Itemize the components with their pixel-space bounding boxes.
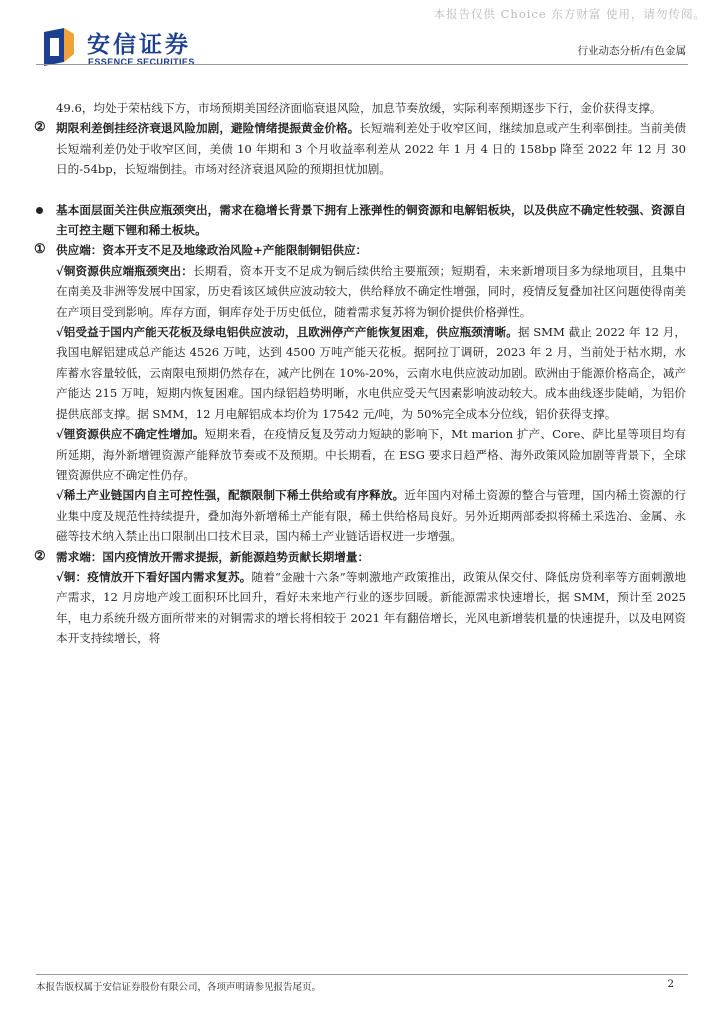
subpoint-text: 长期看，资本开支不足成为铜后续供给主要瓶颈；短期看，未来新增项目多为绿地项目，且集中在南美及非洲等发展中国家，历史看该区域供应波动较大，供给释放不确定性增强，同时，疫情反复叠加社区问题使得南美在产项目受到影响。库存方面，铜库存处于历史低位，随着需求复苏将为铜价提供价格弹性。 <box>56 263 686 319</box>
logo-mark-icon <box>40 28 78 68</box>
circled-number-marker: ② <box>34 120 46 136</box>
subpoint-text: 近年国内对稀土资源的整合与管理，国内稀土资源的行业集中度及规范性持续提升，叠加海外新增稀土产能有限，稀土供给格局良好。另外近期两部委拟将稀土采选冶、金属、永磁等技术纳入禁止出口限制出口技术目录，国内稀土产业链话语权进一步增强。 <box>56 488 686 544</box>
circled-number-marker: ② <box>34 548 46 564</box>
copper-supply-paragraph <box>36 261 686 322</box>
bullet-summary <box>36 200 686 241</box>
copper-demand-paragraph <box>36 567 686 649</box>
rare-earth-supply-paragraph <box>36 485 686 546</box>
subpoint-heading: √铜：疫情放开下看好国内需求复苏。 <box>56 569 252 584</box>
section-heading: 供应端：资本开支不足及地缘政治风险+产能限制铜铝供应： <box>56 243 368 258</box>
logo-name-cn: 安信证券 <box>87 32 191 58</box>
report-category: 行业动态分析/有色金属 <box>577 45 686 57</box>
subpoint-heading: √稀土产业链国内自主可控性强，配额限制下稀土供给或有序释放。 <box>56 488 405 503</box>
paragraph-continued <box>36 98 686 118</box>
circled-number-marker: ① <box>34 242 46 258</box>
page-number: 2 <box>667 978 674 990</box>
paragraph-text: 49.6，均处于荣枯线下方，市场预期美国经济面临衰退风险，加息节奏放缓，实际利率预期逐步下行，金价获得支撑。 <box>56 101 662 115</box>
bullet-dot-icon <box>36 207 43 214</box>
subpoint-heading: √铝受益于国内产能天花板及绿电铝供应波动，且欧洲停产产能恢复困难，供应瓶颈清晰。 <box>56 325 518 340</box>
report-body <box>36 98 686 649</box>
subpoint-text: 据 SMM 截止 2022 年 12 月，我国电解铝建成总产能达 4526 万吨，达到 4500 万吨产能天花板。据阿拉丁调研，2023 年 2 月，当前处于枯水期，水库蓄水容量较低，云南限电预期仍然存在，减产比例在 10%-20%，云南水电供应波动加剧。欧洲由于能源价格高企，减产产能达 215 万吨，短期内恢复困难。国内绿铝趋势明晰，水电供应受天气因素影响波动较大。成本曲线逐步陡峭，为铝价提供底部支撑。据 SMM，12 月电解铝成本均价为 17542 元/吨，为 50%完全成本分位线，铝价获得支撑。 <box>56 325 687 421</box>
section-heading: 需求端：国内疫情放开需求提振，新能源趋势贡献长期增量： <box>56 549 370 564</box>
point-text: 长短端利差处于收窄区间，继续加息或产生利率倒挂。当前美债长短端利差仍处于收窄区间，美债 10 年期和 3 个月收益率利差从 2022 年 1 月 4 日的 158bp 降至 2022 年 12 月 30 日的-54bp，长短端倒挂。市场对经济衰退风险的预期担忧加剧。 <box>56 121 686 177</box>
watermark-text: 本报告仅供 Choice 东方财富 使用，请勿传阅。 <box>433 7 706 21</box>
point-heading: 期限利差倒挂经济衰退风险加剧，避险情绪提振黄金价格。 <box>56 121 360 136</box>
demand-section <box>36 547 686 567</box>
subpoint-heading: √锂资源供应不确定性增加。 <box>56 427 205 442</box>
copyright-notice: 本报告版权属于安信证券股份有限公司，各项声明请参见报告尾页。 <box>36 982 322 993</box>
supply-section <box>36 240 686 260</box>
subpoint-heading: √铜资源供应端瓶颈突出： <box>56 263 193 278</box>
header-divider <box>36 64 688 65</box>
bullet-heading: 基本面层面关注供应瓶颈突出，需求在稳增长背景下拥有上涨弹性的铜资源和电解铝板块，以及供应不确定性较强、资源自主可控主题下锂和稀土板块。 <box>56 202 686 238</box>
footer-divider <box>36 974 688 975</box>
aluminum-supply-paragraph <box>36 322 686 424</box>
logo-name-en: ESSENCE SECURITIES <box>88 57 195 67</box>
numbered-point-2 <box>36 118 686 179</box>
subpoint-text: 短期来看，在疫情反复及劳动力短缺的影响下，Mt marion 扩产、Core、萨比星等项目均有所延期，海外新增锂资源产能释放节奏或不及预期。中长期看，在 ESG 要求日趋严格、海外政策风险加剧等背景下，全球锂资源供应不确定性仍存。 <box>56 427 687 482</box>
lithium-supply-paragraph <box>36 424 686 485</box>
subpoint-text: 随着“金融十六条”等刺激地产政策推出，政策从保交付、降低房贷利率等方面刺激地产需求，12 月房地产竣工面积环比回升，看好未来地产行业的逐步回暖。新能源需求快速增长，据 SMM，预计至 2025 年，电力系统升级方面所带来的对铜需求的增长将相较于 2021 年有翻倍增长，光风电新增装机量的快速提升，以及电网资本开支持续增长，将 <box>56 569 686 646</box>
